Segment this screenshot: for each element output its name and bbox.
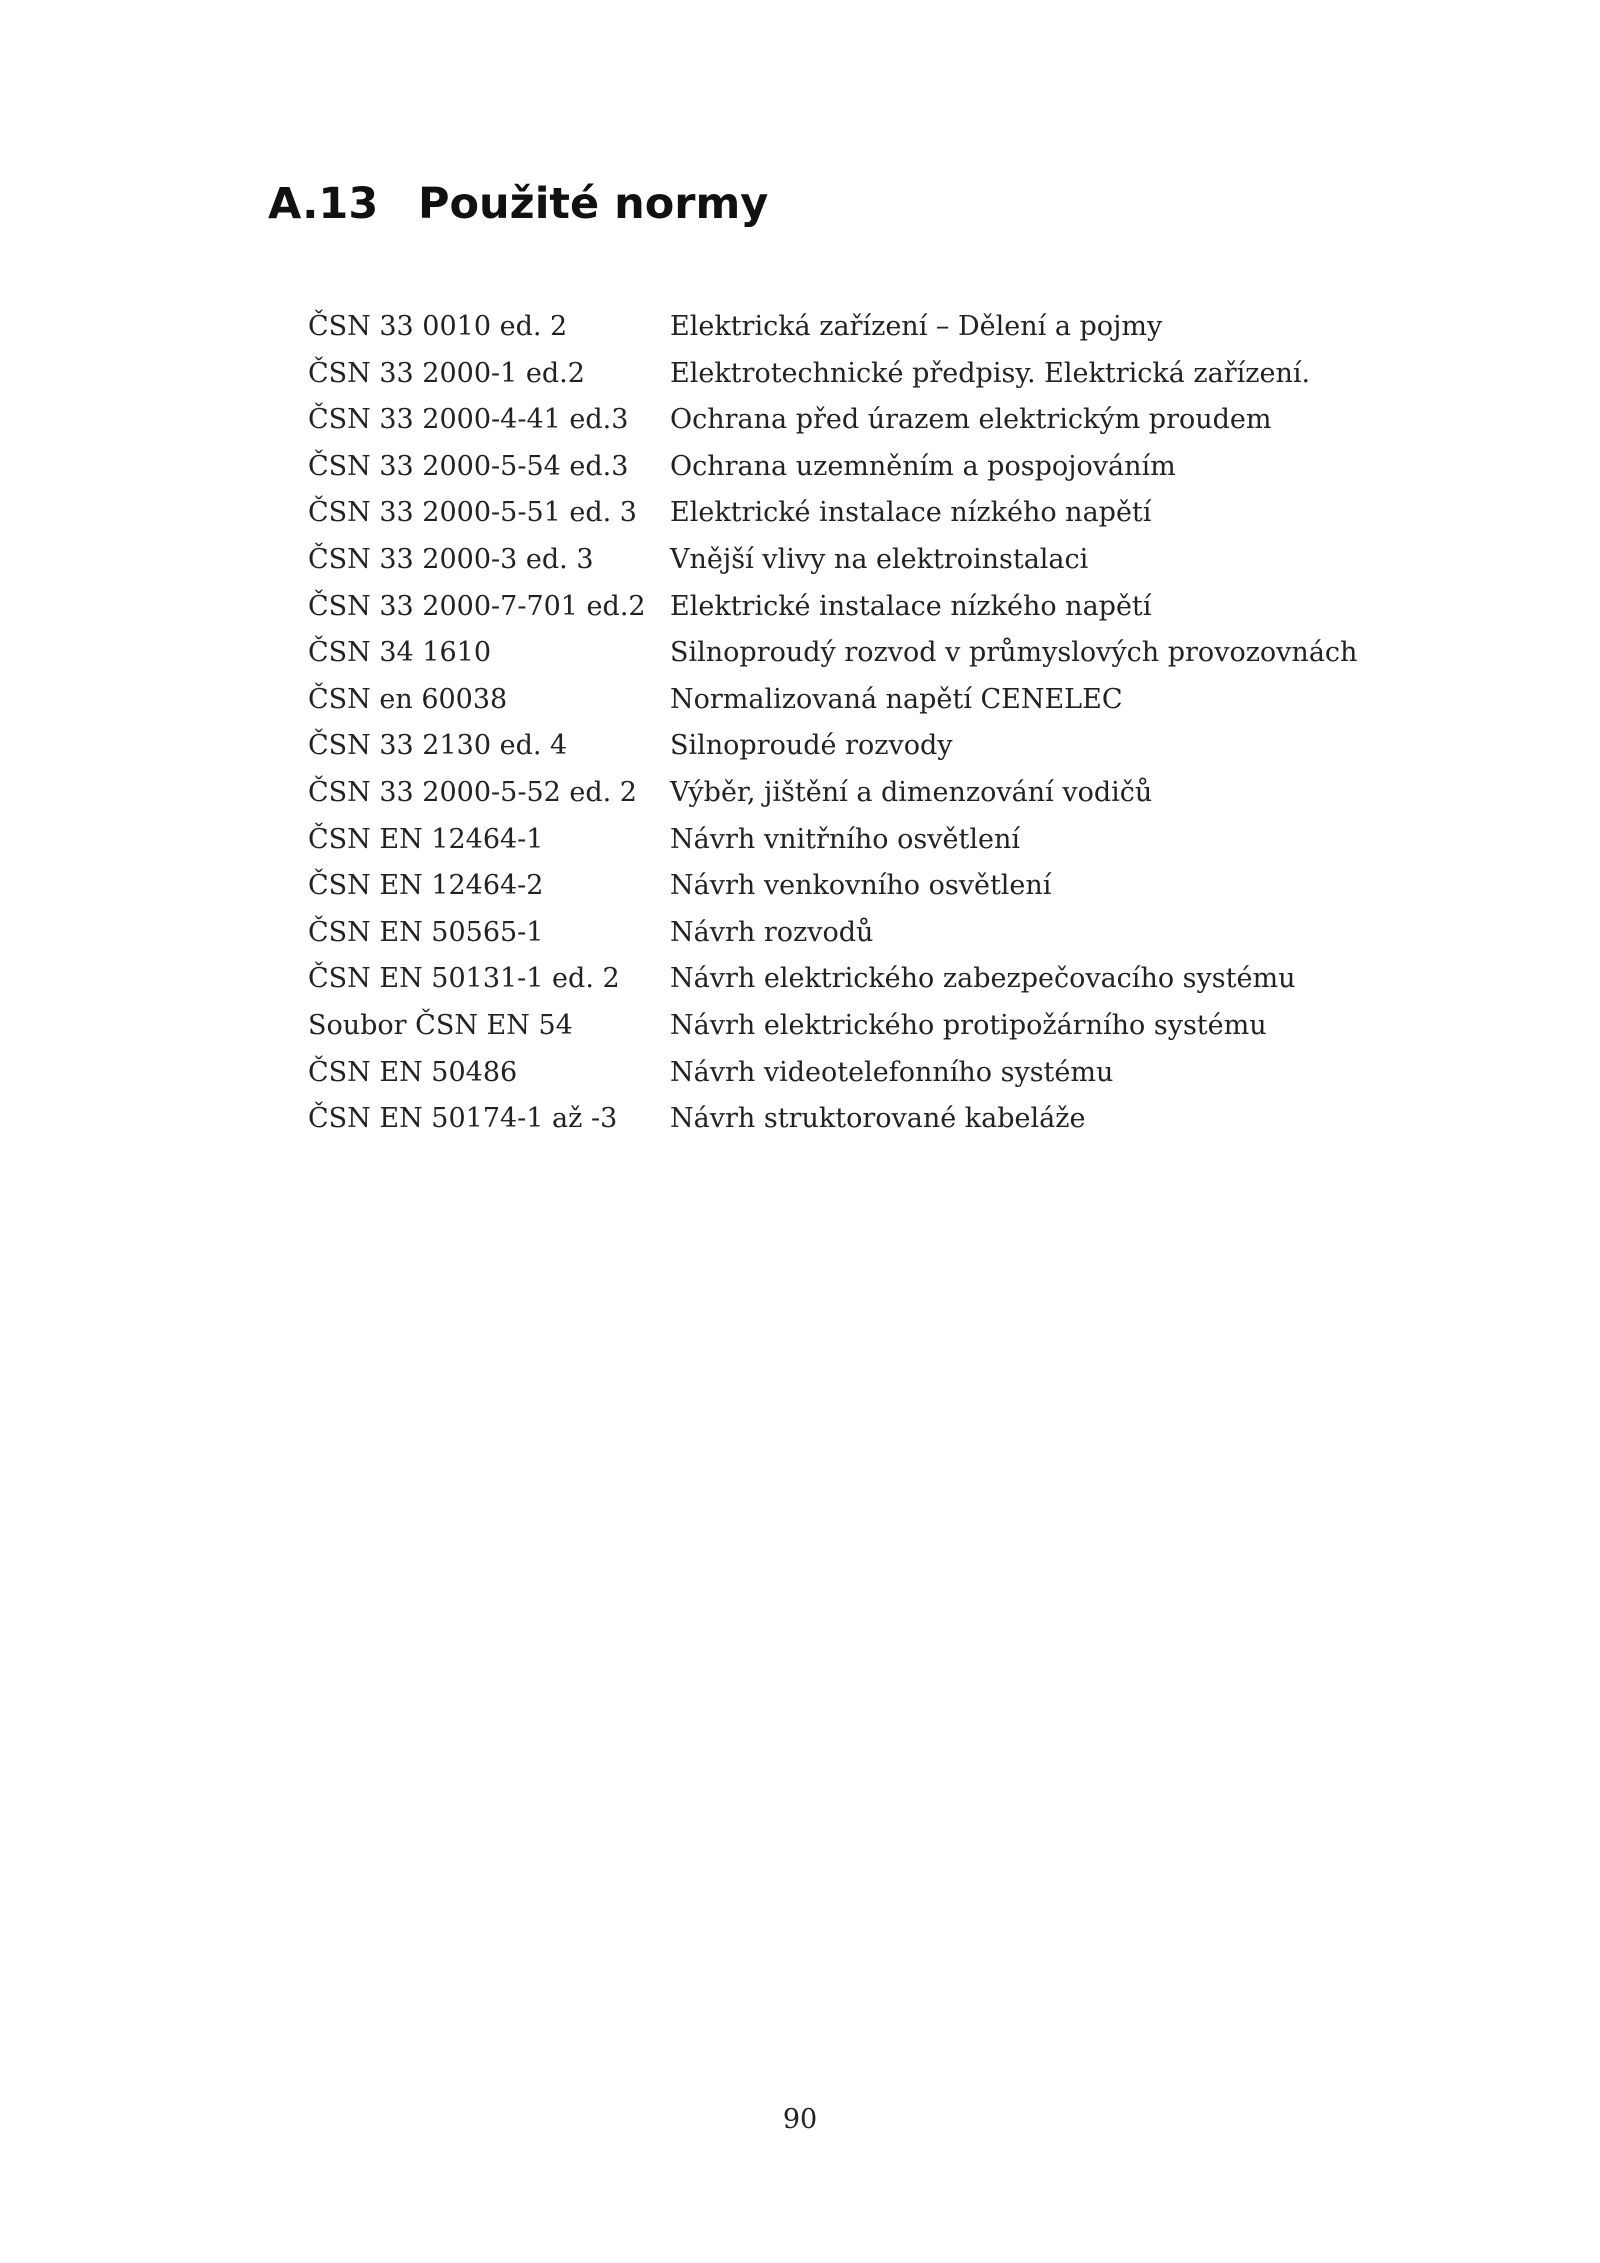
- standard-description: Návrh rozvodů: [670, 916, 874, 948]
- standard-row: [308, 910, 1408, 957]
- standard-description: Návrh vnitřního osvětlení: [670, 823, 1020, 855]
- standard-row: [308, 863, 1408, 910]
- standard-code: ČSN 33 2000-5-54 ed.3: [308, 450, 629, 482]
- standard-code: ČSN 33 2000-4-41 ed.3: [308, 404, 629, 436]
- standard-row: [308, 444, 1408, 491]
- standard-description: Ochrana uzemněním a pospojováním: [670, 450, 1176, 482]
- standard-code: ČSN EN 50174-1 až -3: [308, 1103, 618, 1135]
- standard-code: ČSN 33 2000-1 ed.2: [308, 357, 585, 389]
- standard-description: Silnoproudý rozvod v průmyslových provozovnách: [670, 637, 1358, 669]
- standard-description: Návrh videotelefonního systému: [670, 1056, 1114, 1088]
- standard-code: ČSN EN 50565-1: [308, 916, 544, 948]
- standard-code: ČSN 33 2000-5-52 ed. 2: [308, 776, 637, 808]
- standard-description: Elektrické instalace nízkého napětí: [670, 497, 1152, 529]
- standard-code: ČSN en 60038: [308, 683, 508, 715]
- standard-row: [308, 677, 1408, 724]
- standard-row: [308, 770, 1408, 817]
- standard-description: Normalizovaná napětí CENELEC: [670, 683, 1123, 715]
- page-number: 90: [782, 2104, 818, 2135]
- standard-description: Návrh venkovního osvětlení: [670, 870, 1052, 902]
- standard-code: ČSN EN 12464-2: [308, 870, 544, 902]
- standard-code: ČSN 34 1610: [308, 637, 492, 669]
- standard-code: Soubor ČSN EN 54: [308, 1009, 573, 1041]
- standard-row: [308, 1003, 1408, 1050]
- standard-description: Vnější vlivy na elektroinstalaci: [670, 543, 1089, 575]
- standard-code: ČSN 33 0010 ed. 2: [308, 311, 568, 342]
- standard-description: Elektrická zařízení – Dělení a pojmy: [670, 311, 1163, 342]
- standard-description: Návrh struktorované kabeláže: [670, 1103, 1086, 1135]
- standard-row: [308, 630, 1408, 677]
- section-title: Použité normy: [418, 179, 769, 229]
- standard-row: [308, 584, 1408, 631]
- section-heading: [268, 176, 768, 232]
- standard-row: [308, 537, 1408, 584]
- standard-row: [308, 1096, 1408, 1143]
- standards-list: [308, 304, 1408, 1143]
- section-number: A.13: [268, 179, 379, 229]
- standard-row: [308, 304, 1408, 351]
- standard-description: Výběr, jištění a dimenzování vodičů: [670, 776, 1153, 808]
- standard-row: [308, 723, 1408, 770]
- standard-row: [308, 397, 1408, 444]
- standard-description: Návrh elektrického protipožárního systému: [670, 1009, 1267, 1041]
- standard-description: Ochrana před úrazem elektrickým proudem: [670, 404, 1272, 436]
- standard-description: Elektrotechnické předpisy. Elektrická zařízení.: [670, 357, 1311, 389]
- standard-code: ČSN 33 2000-5-51 ed. 3: [308, 497, 637, 529]
- standard-row: [308, 1050, 1408, 1097]
- standard-code: ČSN 33 2000-7-701 ed.2: [308, 590, 646, 622]
- standard-row: [308, 351, 1408, 398]
- standard-description: Návrh elektrického zabezpečovacího systému: [670, 963, 1296, 995]
- standard-description: Silnoproudé rozvody: [670, 730, 953, 762]
- standard-code: ČSN 33 2130 ed. 4: [308, 730, 568, 762]
- standard-description: Elektrické instalace nízkého napětí: [670, 590, 1152, 622]
- standard-row: [308, 817, 1408, 864]
- standard-code: ČSN EN 12464-1: [308, 823, 544, 855]
- standard-row: [308, 490, 1408, 537]
- standard-row: [308, 956, 1408, 1003]
- standard-code: ČSN EN 50131-1 ed. 2: [308, 963, 620, 995]
- standard-code: ČSN 33 2000-3 ed. 3: [308, 543, 594, 575]
- standard-code: ČSN EN 50486: [308, 1056, 518, 1088]
